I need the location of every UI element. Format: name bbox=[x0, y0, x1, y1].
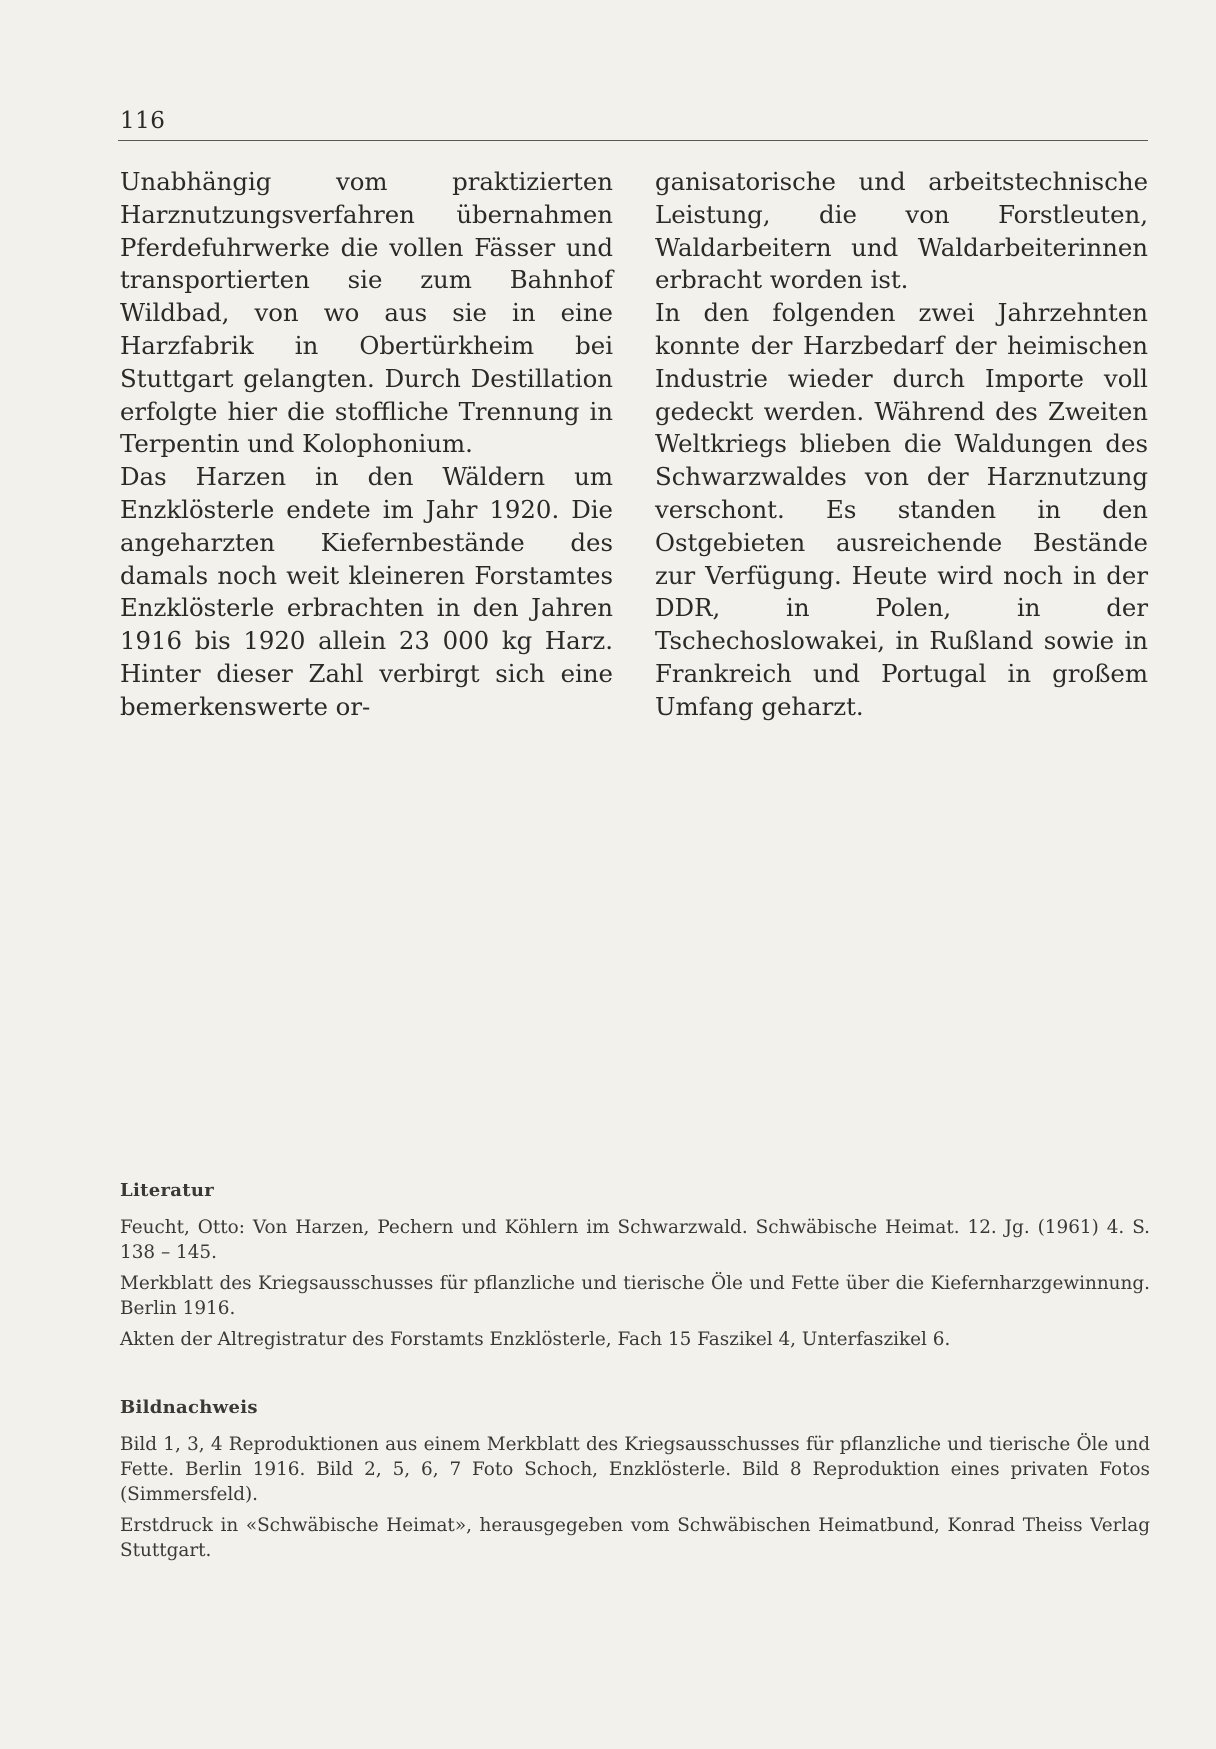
page-number: 116 bbox=[120, 108, 166, 134]
paragraph: Unabhängig vom praktizierten Harznutzungsverfahren übernahmen Pferdefuhrwerke die vollen Fässer und transportierten sie zum Bahnhof Wildbad, von wo aus sie in eine Harzfabrik in Obertürkheim bei Stuttgart gelangten. Durch Destillation erfolgte hier die stoffliche Trennung in Terpentin und Kolophonium. bbox=[120, 167, 613, 459]
right-column bbox=[655, 166, 1148, 724]
paragraph: Das Harzen in den Wäldern um Enzklösterle endete im Jahr 1920. Die angeharzten Kiefernbestände des damals noch weit kleineren Forstamtes Enzklösterle erbrachten in den Jahren 1916 bis 1920 allein 23 000 kg Harz. Hinter dieser Zahl verbirgt sich eine bemerkenswerte or- bbox=[120, 462, 613, 721]
bildnachweis-section bbox=[120, 1397, 1150, 1569]
bildnachweis-entry: Bild 1, 3, 4 Reproduktionen aus einem Merkblatt des Kriegsausschusses für pflanzliche und tierische Öle und Fette. Berlin 1916. Bild 2, 5, 6, 7 Foto Schoch, Enzklösterle. Bild 8 Reproduktion eines privaten Fotos (Simmersfeld). bbox=[120, 1434, 1150, 1505]
paragraph: ganisatorische und arbeitstechnische Leistung, die von Forstleuten, Waldarbeitern und Waldarbeiterinnen erbracht worden ist. bbox=[655, 167, 1148, 295]
paragraph: In den folgenden zwei Jahrzehnten konnte der Harzbedarf der heimischen Industrie wieder durch Importe voll gedeckt werden. Während des Zweiten Weltkriegs blieben die Waldungen des Schwarzwaldes von der Harznutzung verschont. Es standen in den Ostgebieten ausreichende Bestände zur Verfügung. Heute wird noch in der DDR, in Polen, in der Tschechoslowakei, in Rußland sowie in Frankreich und Portugal in großem Umfang geharzt. bbox=[655, 298, 1148, 721]
body-text bbox=[120, 166, 1148, 724]
literatur-entry: Akten der Altregistratur des Forstamts Enzklösterle, Fach 15 Faszikel 4, Unterfaszikel 6. bbox=[120, 1329, 951, 1350]
literatur-entry: Merkblatt des Kriegsausschusses für pflanzliche und tierische Öle und Fette über die Kiefernharzgewinnung. Berlin 1916. bbox=[120, 1273, 1150, 1319]
left-column bbox=[120, 166, 613, 724]
literatur-entry: Feucht, Otto: Von Harzen, Pechern und Köhlern im Schwarzwald. Schwäbische Heimat. 12. Jg. (1961) 4. S. 138 – 145. bbox=[120, 1217, 1150, 1263]
bildnachweis-entry: Erstdruck in «Schwäbische Heimat», herausgegeben vom Schwäbischen Heimatbund, Konrad Theiss Verlag Stuttgart. bbox=[120, 1515, 1150, 1561]
literatur-section bbox=[120, 1180, 1150, 1358]
literatur-heading: Literatur bbox=[120, 1180, 214, 1201]
header-rule bbox=[118, 140, 1148, 141]
bildnachweis-heading: Bildnachweis bbox=[120, 1397, 258, 1418]
